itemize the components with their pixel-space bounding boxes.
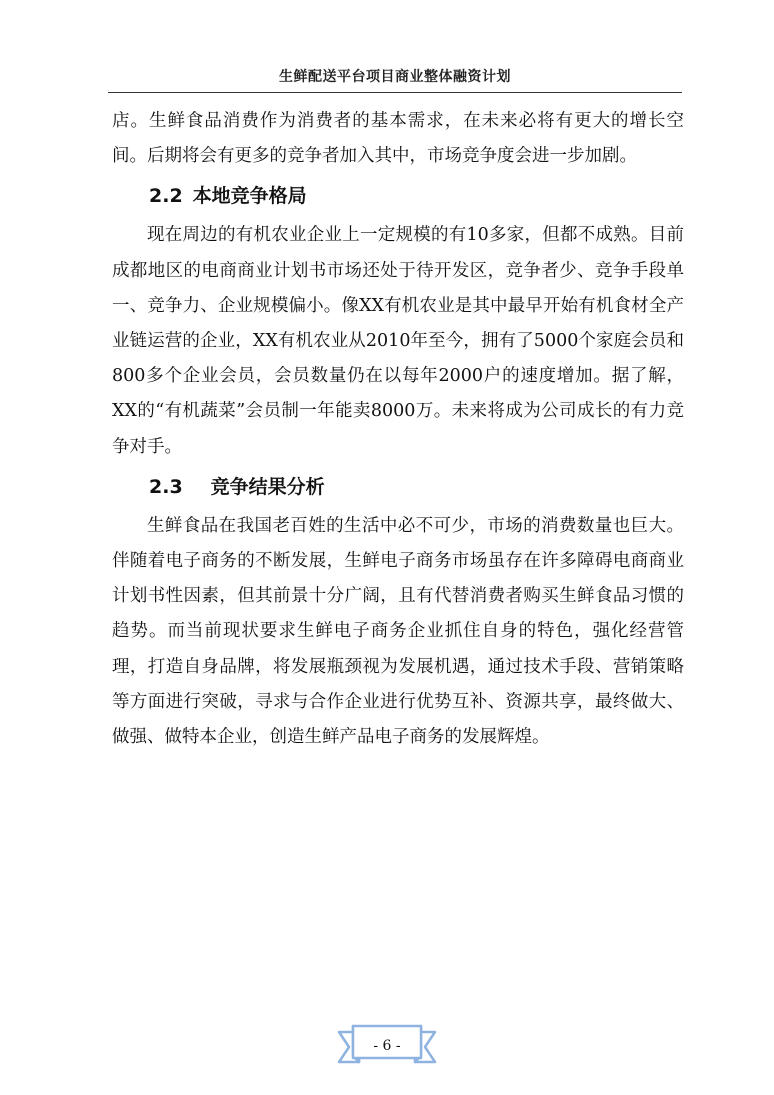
section-heading-2-2 <box>112 174 684 218</box>
intro-paragraph: 店。生鲜食品消费作为消费者的基本需求，在未来必将有更大的增长空间。后期将会有更多的竞争者加入其中，市场竞争度会进一步加剧。 <box>112 111 684 167</box>
section-title: 竞争结果分析 <box>210 475 325 498</box>
section-title: 本地竞争格局 <box>192 185 307 208</box>
page-number: - 6 - <box>373 1038 401 1054</box>
page-header-title: 生鲜配送平台项目商业整体融资计划 <box>279 69 511 85</box>
section-2-3-paragraph: 生鲜食品在我国老百姓的生活中必不可少，市场的消费数量也巨大。伴随着电子商务的不断发展，生鲜电子商务市场虽存在许多障碍电商商业计划书性因素，但其前景十分广阔，且有代替消费者购买生鲜食品习惯的趋势。而当前现状要求生鲜电子商务企业抓住自身的特色，强化经营管理，打造自身品牌，将发展瓶颈视为发展机遇，通过技术手段、营销策略等方面进行突破，寻求与合作企业进行优势互补、资源共享，最终做大、做强、做特本企业，创造生鲜产品电子商务的发展辉煌。 <box>112 515 684 748</box>
section-number: 2.2 <box>149 185 183 208</box>
section-2-2-paragraph: 现在周边的有机农业企业上一定规模的有10多家，但都不成熟。目前成都地区的电商商业计划书市场还处于待开发区，竞争者少、竞争手段单一、竞争力、企业规模偏小。像XX有机农业是其中最早开始有机食材全产业链运营的企业，XX有机农业从2010年至今，拥有了5000个家庭会员和800多个企业会员，会员数量仍在以每年2000户的速度增加。据了解，XX的“有机蔬菜”会员制一年能卖8000万。未来将成为公司成长的有力竞争对手。 <box>112 225 684 457</box>
header-divider <box>108 92 682 93</box>
page-footer <box>0 1022 774 1070</box>
section-number: 2.3 <box>149 475 183 498</box>
document-body <box>112 104 684 755</box>
section-heading-2-3 <box>112 465 684 509</box>
